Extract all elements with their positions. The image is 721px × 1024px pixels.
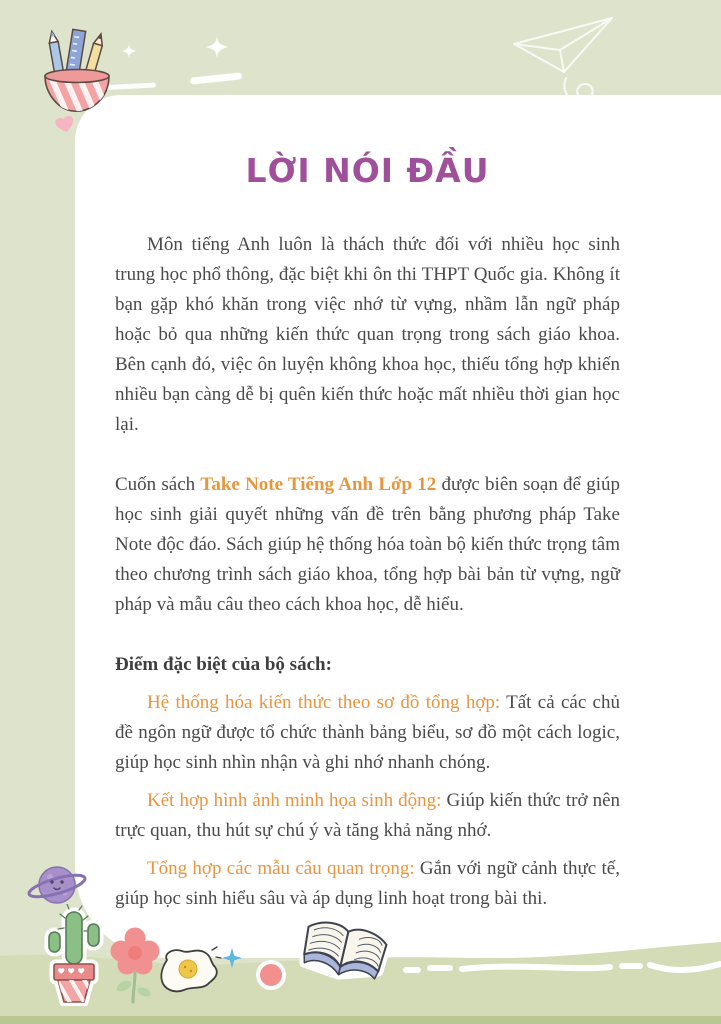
page-title: LỜI NÓI ĐẦU [245,151,490,190]
feature-2-label: Kết hợp hình ảnh minh họa sinh động: [147,790,442,811]
fried-egg-icon [154,946,222,998]
paper-plane-icon [500,10,640,120]
sparkle-icon [122,44,136,58]
feature-item-1 [115,688,620,778]
features-heading: Điểm đặc biệt của bộ sách: [115,654,332,675]
book-title: Take Note Tiếng Anh Lớp 12 [200,474,437,495]
intro-p2-prefix: Cuốn sách [115,474,201,495]
intro-p2-suffix: được biên soạn để giúp học sinh giải quyết những vấn đề trên bằng phương pháp Take Note độc đáo. Sách giúp hệ thống hóa toàn bộ kiến thức trọng tâm theo chương trình sách giáo khoa, tổng hợp bài bản từ vựng, ngữ pháp và mẫu câu theo cách khoa học, dễ hiểu. [115,474,621,615]
content-card [75,95,721,958]
feature-3-label: Tổng hợp các mẫu câu quan trọng: [147,858,415,879]
intro-paragraph-1: Môn tiếng Anh luôn là thách thức đối với nhiều học sinh trung học phổ thông, đặc biệt khi ôn thi THPT Quốc gia. Không ít bạn gặp khó khăn trong việc nhớ từ vựng, nhầm lẫn ngữ pháp hoặc bỏ qua những kiến thức quan trọng trong sách giáo khoa. Bên cạnh đó, việc ôn luyện không khoa học, thiếu tổng hợp khiến nhiều bạn càng dễ bị quên kiến thức hoặc mất nhiều thời gian học lại. [115,234,620,435]
bottom-edge-line [0,1016,721,1024]
open-book-icon [290,914,402,1006]
heart-icon [54,114,76,135]
sparkle-icon [206,36,228,58]
feature-1-label: Hệ thống hóa kiến thức theo sơ đồ tổng hợp: [147,692,501,713]
swoosh-line-icon [190,72,242,84]
star-icon [222,948,242,968]
cactus-icon [38,904,108,1006]
feature-1-text: Tất cả các chủ đề ngôn ngữ được tổ chức thành bảng biểu, sơ đồ một cách logic, giúp học sinh nhìn nhận và ghi nhớ nhanh chóng. [115,692,620,773]
feature-item-2 [115,786,620,846]
dashed-line-icon [398,952,721,986]
feature-2-text: Giúp kiến thức trở nên trực quan, thu hút sự chú ý và tăng khả năng nhớ. [115,790,621,841]
intro-paragraph-2 [115,470,620,620]
feature-3-text: Gắn với ngữ cảnh thực tế, giúp học sinh hiểu sâu và áp dụng linh hoạt trong bài thi. [115,858,620,909]
sticker-dot-icon [252,956,290,994]
pencil-cup-icon [40,26,114,112]
